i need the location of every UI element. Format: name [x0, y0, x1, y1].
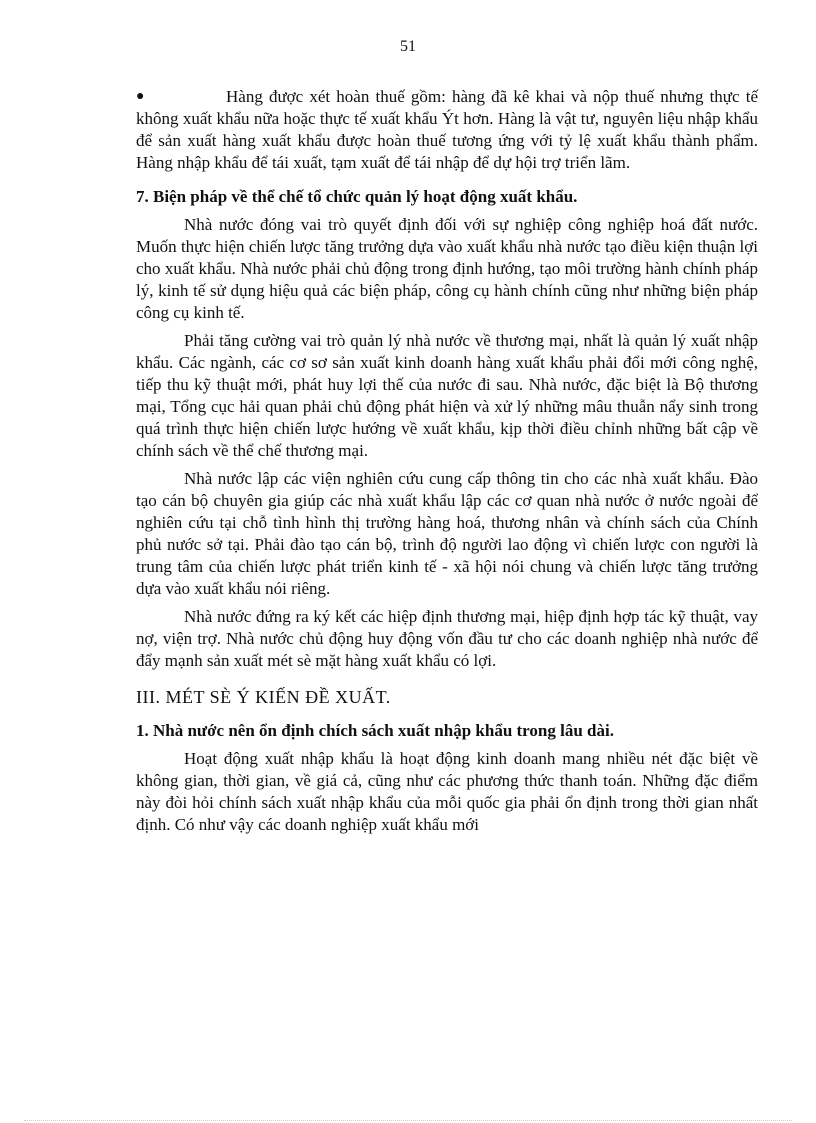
- paragraph: Phải tăng cường vai trò quản lý nhà nước về thương mại, nhất là quản lý xuất nhập khẩu. Các ngành, các cơ sơ sản xuất kinh doanh hàng xuất khẩu phải đổi mới công nghệ, tiếp thu kỹ thuật mới, phát huy lợi thế của nước đi sau. Nhà nước, đặc biệt là Bộ thương mại, Tổng cục hải quan phải chủ động phát hiện và xử lý những mâu thuẫn nẩy sinh trong quá trình thực hiện chiến lược hướng về xuất khẩu, kịp thời điều chỉnh những bất cập về chính sách về thể chế thương mại.: [136, 331, 758, 460]
- heading-subsection-1: 1. Nhà nước nên ổn định chích sách xuất nhập khẩu trong lâu dài.: [136, 721, 614, 740]
- paragraph: Nhà nước lập các viện nghiên cứu cung cấp thông tin cho các nhà xuất khẩu. Đào tạo cán bộ chuyên gia giúp các nhà xuất khẩu lập các cơ quan nhà nước ở nước ngoài để nghiên cứu tại chỗ tình hình thị trường hàng hoá, thương nhân và chính sách của Chính phủ nước sở tại. Phải đào tạo cán bộ, trình độ người lao động vì chiến lược con người là trung tâm của chiến lược phát triển kinh tế - xã hội nói chung và chiến lược tăng trưởng dựa vào xuất khẩu nói riêng.: [136, 469, 758, 598]
- paragraph: Hoạt động xuất nhập khẩu là hoạt động kinh doanh mang nhiều nét đặc biệt về không gian, thời gian, về giá cả, cũng như các phương thức thanh toán. Những đặc điểm này đòi hỏi chính sách xuất nhập khẩu của mỗi quốc gia phải ổn định trong thời gian nhất định. Có như vậy các doanh nghiệp xuất khẩu mới: [136, 749, 758, 834]
- heading-section-7: 7. Biện pháp về thể chế tổ chức quản lý hoạt động xuất khẩu.: [136, 187, 578, 206]
- paragraph: Nhà nước đóng vai trò quyết định đối với sự nghiệp công nghiệp hoá đất nước. Muốn thực hiện chiến lược tăng trưởng dựa vào xuất khẩu nhà nước tạo điều kiện thuận lợi cho xuất khẩu. Nhà nước phải chủ động trong định hướng, tạo môi trường hành chính pháp lý, kinh tế sử dụng hiệu quả các biện pháp, công cụ hành chính cũng như những biện pháp công cụ kinh tế.: [136, 215, 758, 322]
- bullet-text: Hàng được xét hoàn thuế gồm: hàng đã kê khai và nộp thuế nhưng thực tế không xuất khẩu nữa hoặc thực tế xuất khẩu Ýt hơn. Hàng là vật tư, nguyên liệu nhập khẩu để sản xuất hàng xuất khẩu được hoàn thuế tương ứng với tỷ lệ xuất khẩu thành phẩm. Hàng nhập khẩu để tái xuất, tạm xuất để tái nhập để dự hội trợ triển lãm.: [136, 87, 758, 172]
- page-number: 51: [400, 38, 416, 55]
- bullet-icon: ●: [136, 89, 145, 104]
- section-title-III: III. MÉT SÈ Ý KIẾN ĐỀ XUẤT.: [136, 687, 391, 707]
- paragraph: Nhà nước đứng ra ký kết các hiệp định thương mại, hiệp định hợp tác kỹ thuật, vay nợ, viện trợ. Nhà nước chủ động huy động vốn đầu tư cho các doanh nghiệp nhà nước để đẩy mạnh sản xuất mét sè mặt hàng xuất khẩu có lợi.: [136, 607, 758, 670]
- document-body: [136, 86, 758, 842]
- page-bottom-border: [24, 1120, 792, 1121]
- bullet-list-item: [136, 86, 758, 174]
